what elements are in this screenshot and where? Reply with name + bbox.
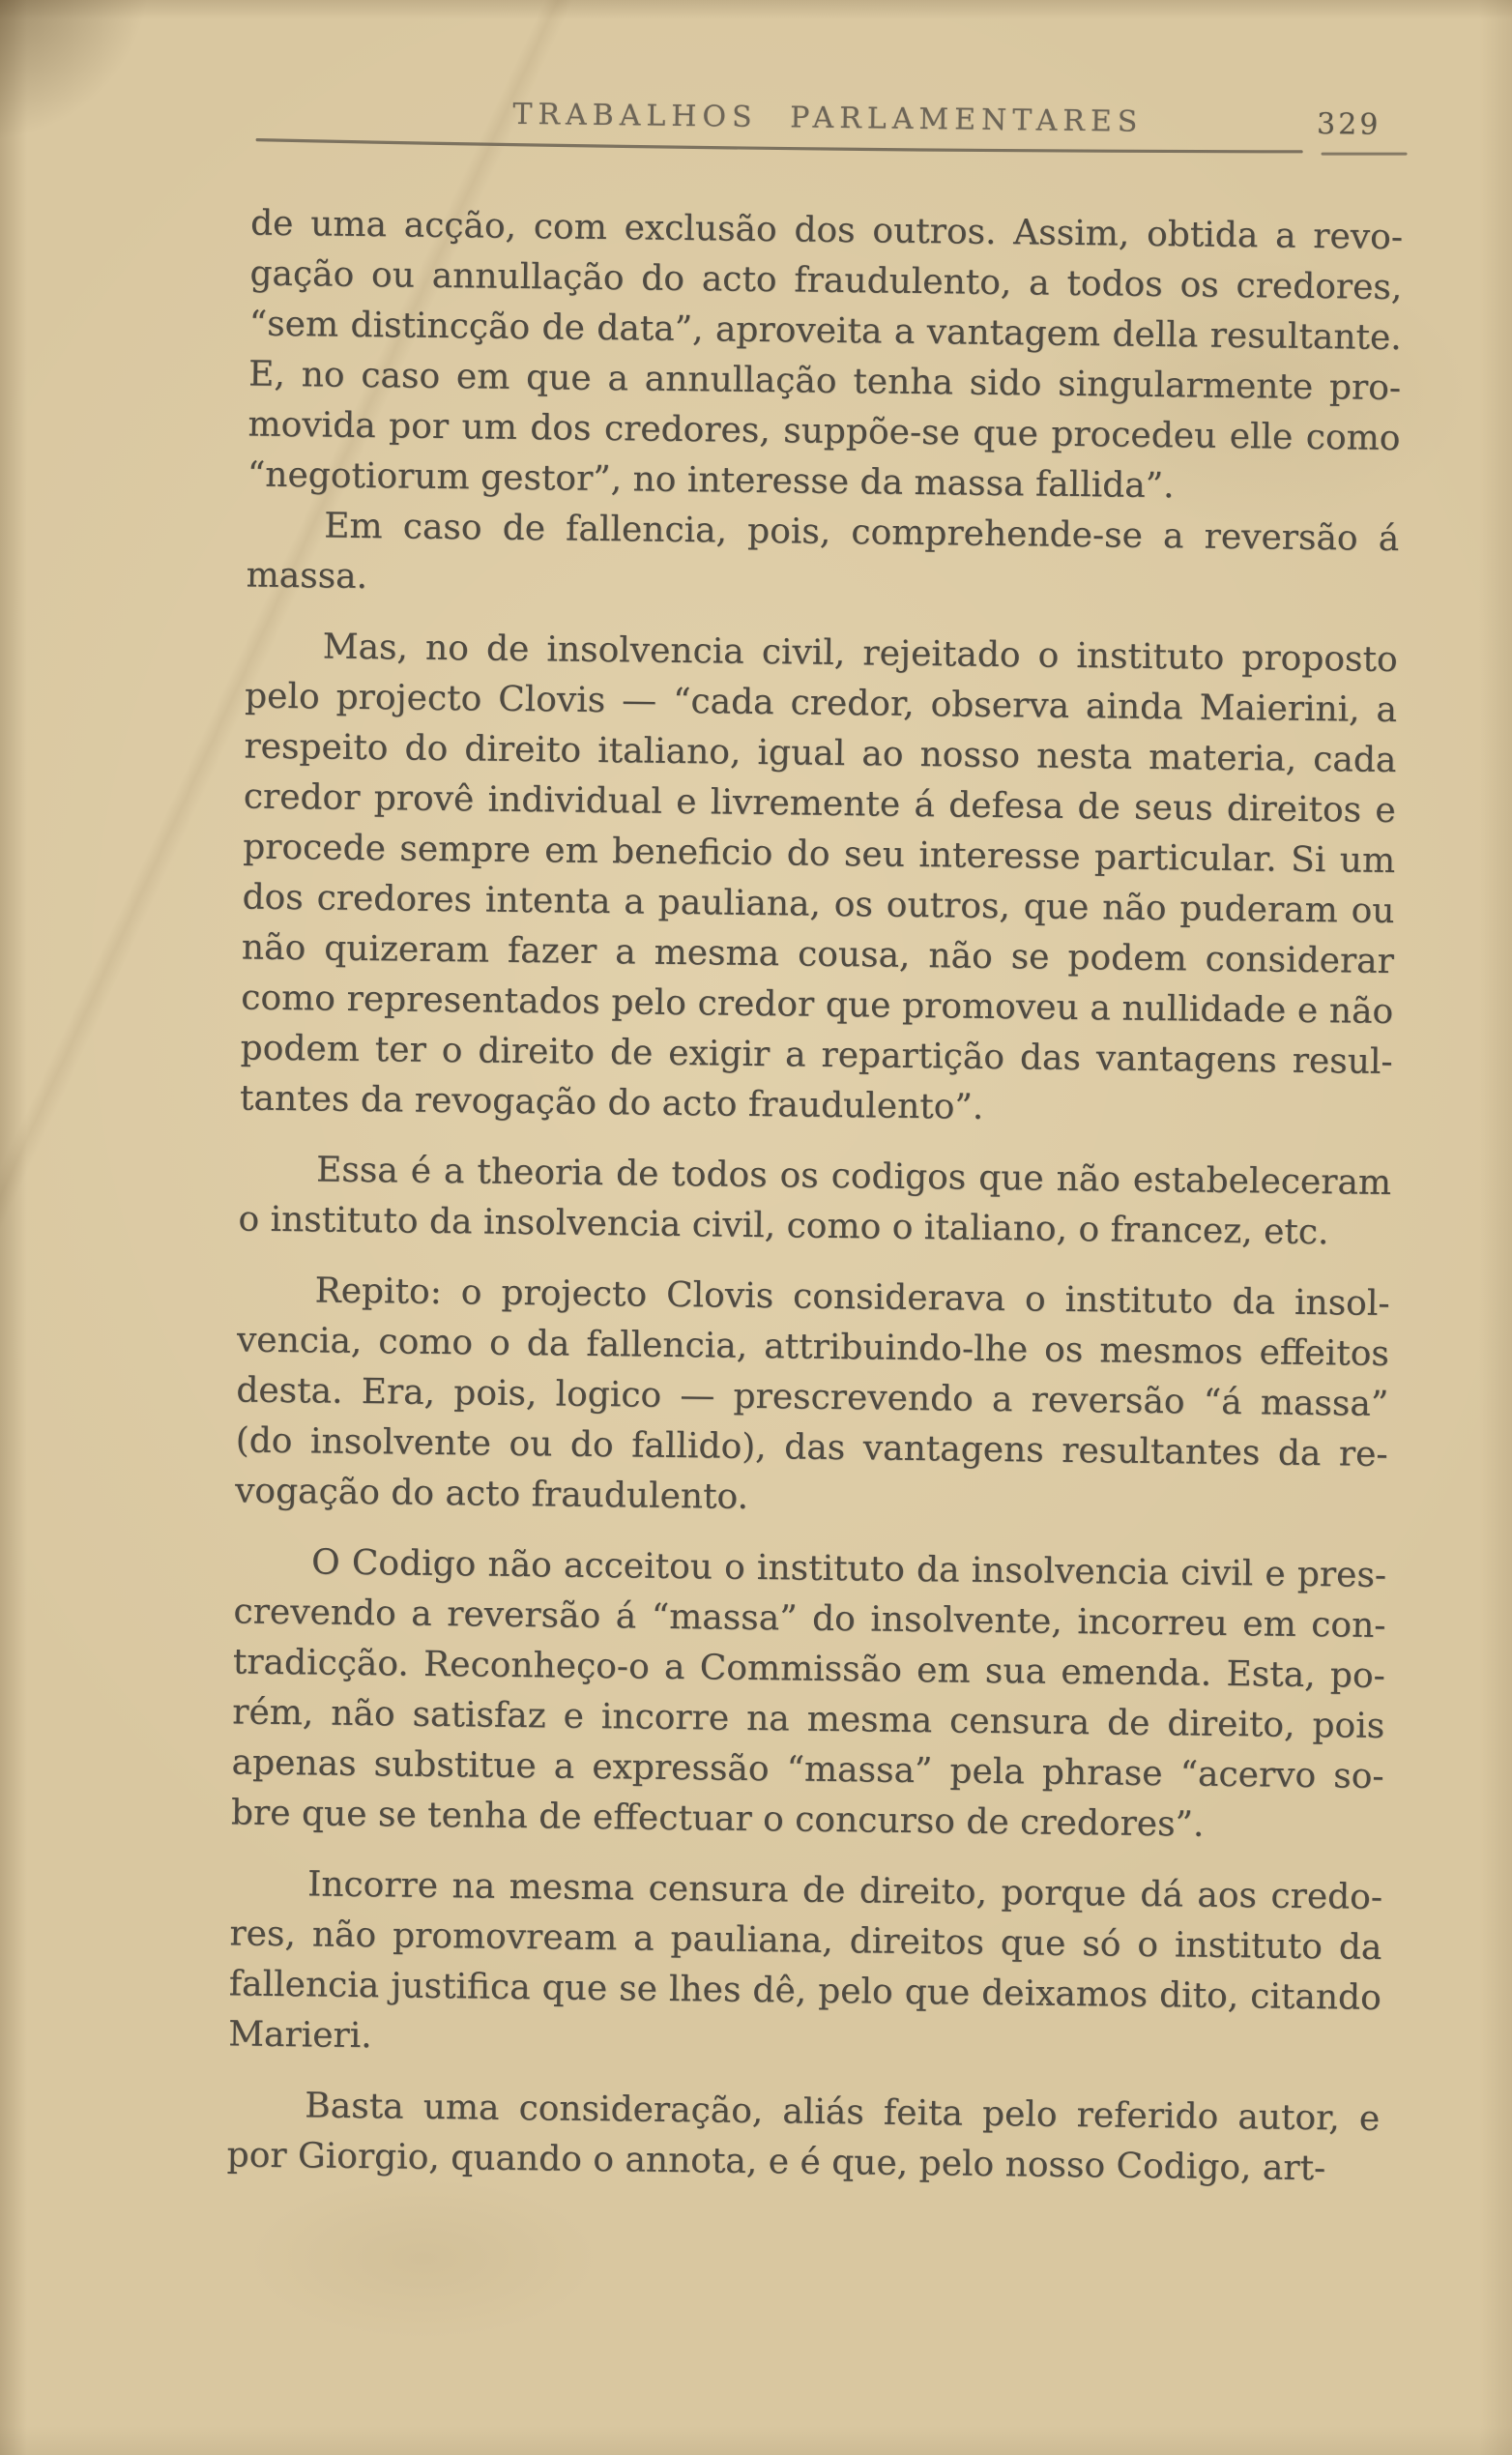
text-line: podem ter o direito de exigir a repartição das vantagens resul- [240, 1028, 1393, 1083]
text-line: crevendo a reversão á “massa” do insolvente, incorreu em con- [233, 1592, 1386, 1646]
paragraph [246, 501, 1399, 616]
text-line: rém, não satisfaz e incorre na mesma censura de direito, pois [232, 1692, 1385, 1746]
text-line: gação ou annullação do acto fraudulento, a todos os credores, [249, 253, 1403, 308]
text-line: tradicção. Reconheço-o a Commissão em sua emenda. Esta, po- [232, 1642, 1386, 1696]
text-line: Essa é a theoria de todos os codigos que não estabeleceram [315, 1150, 1392, 1204]
paragraph [226, 2080, 1380, 2195]
text-line: vogação do acto fraudulento. [234, 1471, 749, 1517]
text-line: como representados pelo credor que promoveu a nullidade e não [241, 978, 1394, 1033]
text-line: respeito do direito italiano, igual ao nosso nesta materia, cada [244, 726, 1397, 781]
paragraph [247, 199, 1404, 515]
text-line: credor provê individual e livremente á defesa de seus direitos e [243, 776, 1397, 832]
text-line: apenas substitue a expressão “massa” pela phrase “acervo so- [231, 1742, 1384, 1797]
text-line: Marieri. [227, 2014, 372, 2057]
text-line: procede sempre em beneficio do seu interesse particular. Si um [242, 827, 1396, 882]
paragraph [235, 1265, 1390, 1531]
text-line: Mas, no de insolvencia civil, rejeitado o instituto proposto [322, 627, 1398, 681]
paragraph [228, 1858, 1382, 2074]
text-line: movida por um dos credores, suppõe-se que procedeu elle como [247, 404, 1401, 459]
text-line: por Giorgio, quando o annota, e é que, pelo nosso Codigo, art- [226, 2135, 1326, 2189]
paragraph [231, 1536, 1387, 1853]
text-line: fallencia justifica que se lhes dê, pelo que deixamos dito, citando [228, 1964, 1382, 2018]
text-line: “sem distincção de data”, aproveita a vantagem della resultante. [248, 304, 1402, 359]
text-line: de uma acção, com exclusão dos outros. Assim, obtida a revo- [249, 203, 1404, 258]
text-line: tantes da revogação do acto fraudulento”. [239, 1078, 984, 1127]
text-body [226, 199, 1403, 2195]
text-line: res, não promovream a pauliana, direitos que só o instituto da [229, 1914, 1382, 1968]
text-line: Incorre na mesma censura de direito, porque dá aos credo- [306, 1864, 1383, 1917]
text-line: massa. [246, 555, 368, 598]
text-line: E, no caso em que a annullação tenha sido singularmente pro- [247, 354, 1402, 409]
text-line: O Codigo não acceitou o instituto da insolvencia civil e pres- [310, 1542, 1387, 1596]
text-line: “negotiorum gestor”, no interesse da massa fallida”. [247, 454, 1175, 507]
text-line: Repito: o projecto Clovis considerava o instituto da insol- [314, 1271, 1390, 1325]
page-number: 329 [1316, 107, 1381, 142]
text-line: Basta uma consideração, aliás feita pelo referido autor, e [305, 2086, 1381, 2139]
text-line: não quizeram fazer a mesma cousa, não se podem considerar [241, 927, 1395, 982]
text-line: o instituto da insolvencia civil, como o italiano, o francez, etc. [238, 1199, 1329, 1253]
paragraph [240, 622, 1398, 1139]
text-line: dos credores intenta a pauliana, os outros, que não puderam ou [242, 877, 1395, 932]
text-line: Em caso de fallencia, pois, comprehende-se a reversão á [324, 506, 1400, 560]
text-line: vencia, como o da fallencia, attribuindo-lhe os mesmos effeitos [236, 1320, 1390, 1375]
text-line: pelo projecto Clovis — “cada credor, observa ainda Maierini, a [244, 676, 1398, 731]
running-title: TRABALHOS PARLAMENTARES [512, 97, 1144, 139]
paragraph [238, 1144, 1391, 1259]
text-line: desta. Era, pois, logico — prescrevendo a reversão “á massa” [236, 1370, 1389, 1425]
text-line: (do insolvente ou do fallido), das vantagens resultantes da re- [235, 1420, 1388, 1476]
text-line: bre que se tenha de effectuar o concurso de credores”. [230, 1793, 1205, 1845]
